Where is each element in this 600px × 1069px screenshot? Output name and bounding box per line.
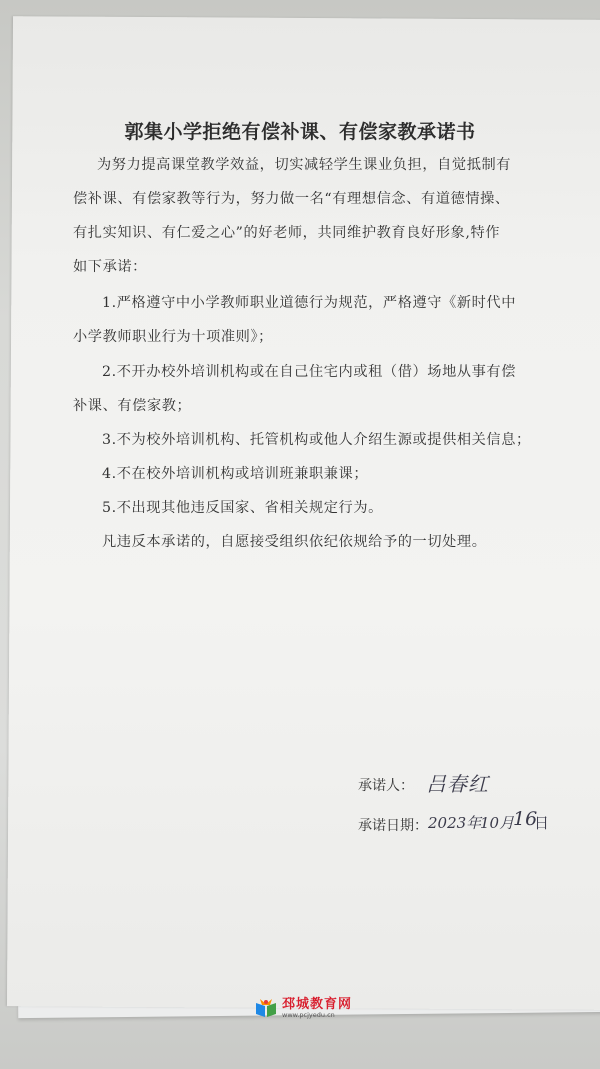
promiser-signature: 吕春红	[426, 772, 489, 796]
book-logo-icon	[254, 997, 278, 1019]
date-year: 2023年	[428, 814, 482, 832]
date-month: 10月	[480, 814, 515, 832]
date-day-suffix: 日	[534, 814, 550, 832]
document-title: 郭集小学拒绝有偿补课、有偿家教承诺书	[124, 121, 476, 143]
body-line: 小学教师职业行为十项准则》；	[73, 329, 273, 345]
commitment-item: 1.严格遵守中小学教师职业道德行为规范，严格遵守《新时代中	[102, 295, 517, 311]
body-line: 补课、有偿家教；	[73, 398, 192, 414]
commitment-item: 2.不开办校外培训机构或在自己住宅内或租（借）场地从事有偿	[102, 364, 517, 380]
watermark-url: www.pcjyedu.cn	[282, 1010, 335, 1019]
commitment-item: 5.不出现其他违反国家、省相关规定行为。	[102, 500, 383, 516]
commitment-item: 4.不在校外培训机构或培训班兼职兼课；	[102, 466, 369, 482]
date-day: 16	[513, 808, 538, 830]
commitment-item: 3.不为校外培训机构、托管机构或他人介绍生源或提供相关信息；	[102, 432, 531, 448]
body-line: 偿补课、有偿家教等行为，努力做一名“有理想信念、有道德情操、	[73, 191, 510, 207]
body-line: 有扎实知识、有仁爱之心”的好老师，共同维护教育良好形象,特作	[73, 225, 501, 241]
date-label: 承诺日期：	[358, 818, 428, 834]
body-line: 为努力提高课堂教学效益，切实减轻学生课业负担，自觉抵制有	[97, 157, 512, 173]
watermark-name: 邳城教育网	[282, 996, 353, 1012]
closing-statement: 凡违反本承诺的，自愿接受组织依纪依规给予的一切处理。	[102, 534, 487, 550]
watermark-logo	[254, 997, 352, 1019]
body-line: 如下承诺：	[73, 259, 147, 275]
promiser-label: 承诺人：	[358, 778, 414, 794]
